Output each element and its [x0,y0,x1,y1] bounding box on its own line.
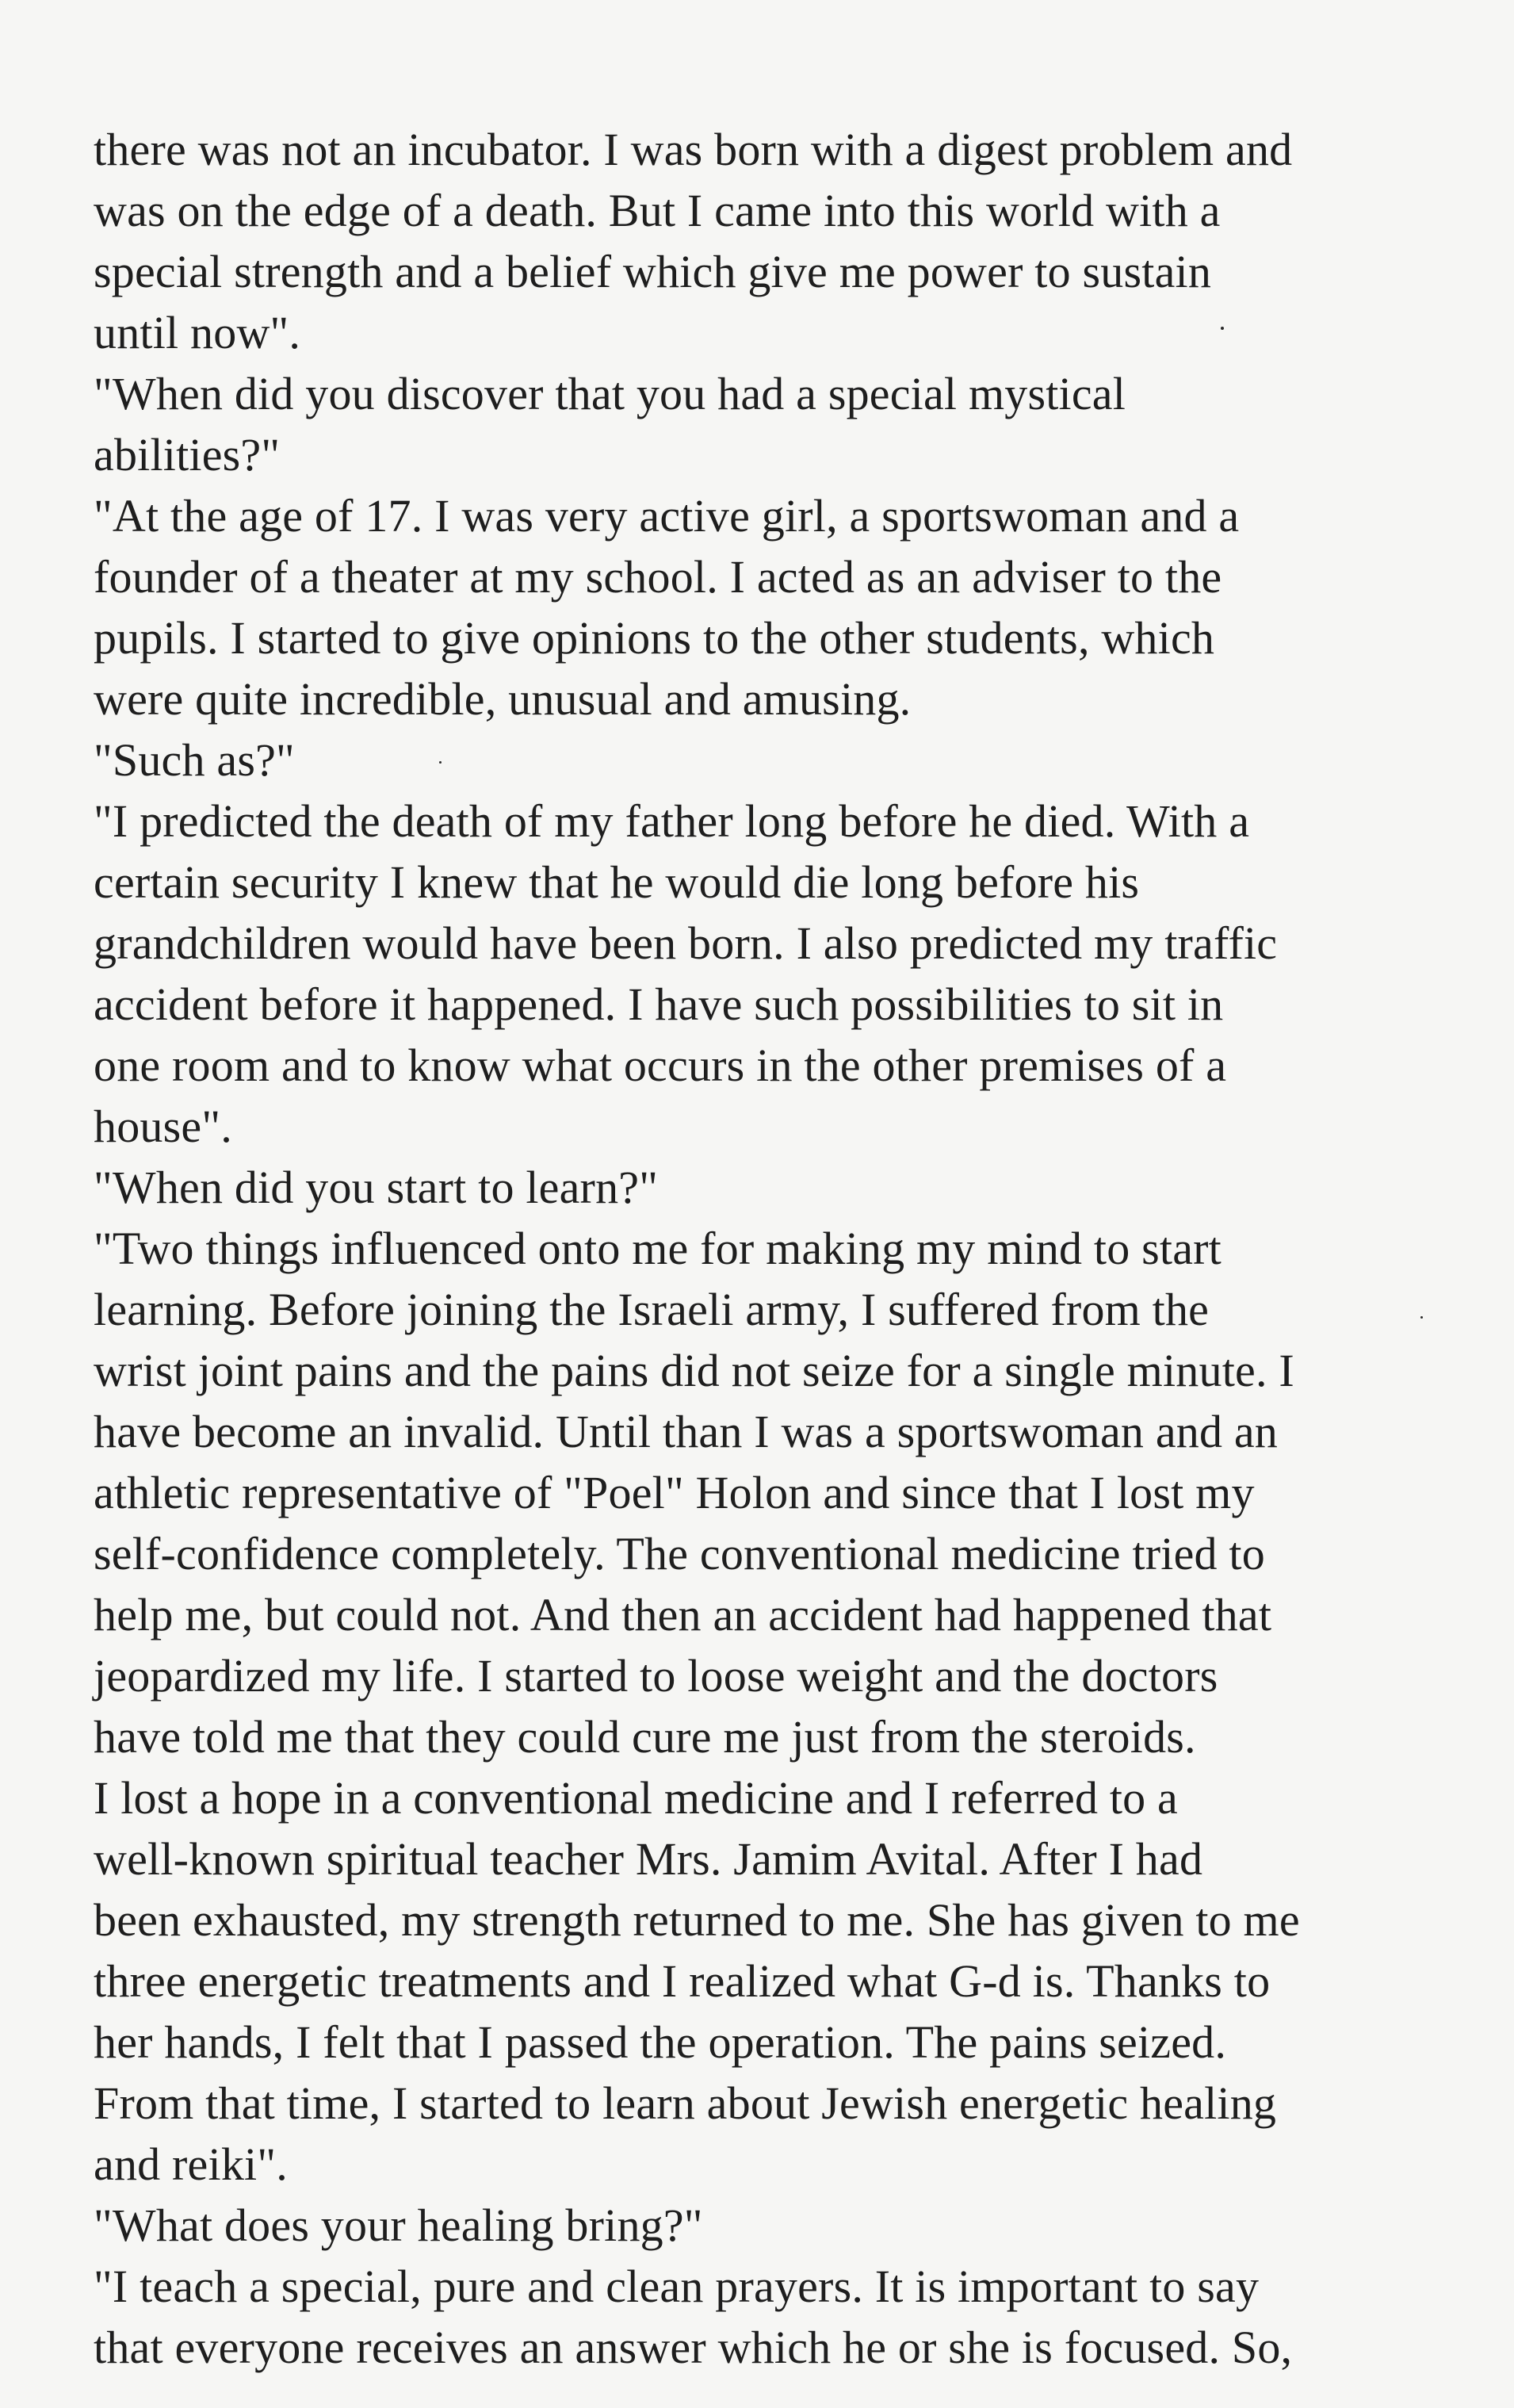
scan-speck [439,761,442,764]
text-line: house". [94,1101,232,1152]
scan-speck [1221,327,1224,330]
text-line: abilities?" [94,429,281,480]
text-line: "I teach a special, pure and clean prayers. It is important to say [94,2261,1260,2312]
text-line: one room and to know what occurs in the other premises of a [94,1039,1227,1091]
text-line: special strength and a belief which give me power to sustain [94,246,1212,297]
text-line: help me, but could not. And then an accident had happened that [94,1589,1272,1640]
scan-speck [1420,1316,1423,1319]
text-line: learning. Before joining the Israeli army, I suffered from the [94,1284,1210,1335]
text-line: wrist joint pains and the pains did not seize for a single minute. I [94,1345,1294,1396]
text-line: "At the age of 17. I was very active girl, a sportswoman and a [94,490,1240,542]
text-line: "When did you discover that you had a special mystical [94,368,1126,419]
text-line: jeopardized my life. I started to loose weight and the doctors [94,1650,1218,1702]
text-line: have told me that they could cure me just from the steroids. [94,1711,1196,1763]
text-line: athletic representative of "Poel" Holon and since that I lost my [94,1467,1255,1518]
text-line: From that time, I started to learn about Jewish energetic healing [94,2077,1277,2129]
text-line: that everyone receives an answer which he or she is focused. So, [94,2322,1293,2373]
text-line: accident before it happened. I have such possibilities to sit in [94,978,1224,1030]
text-line: pupils. I started to give opinions to the other students, which [94,612,1215,664]
text-line: "Such as?" [94,734,295,786]
text-line: there was not an incubator. I was born with a digest problem and [94,124,1293,175]
text-line: "When did you start to learn?" [94,1162,659,1213]
text-line: been exhausted, my strength returned to me. She has given to me [94,1894,1300,1946]
text-line: her hands, I felt that I passed the operation. The pains seized. [94,2016,1227,2068]
text-line: "I predicted the death of my father long before he died. With a [94,795,1250,847]
text-line: self-confidence completely. The conventional medicine tried to [94,1528,1265,1579]
text-line: were quite incredible, unusual and amusing. [94,673,912,725]
text-line: founder of a theater at my school. I acted as an adviser to the [94,551,1222,603]
text-line: well-known spiritual teacher Mrs. Jamim Avital. After I had [94,1833,1203,1885]
body-text [94,119,1457,2378]
text-line: was on the edge of a death. But I came into this world with a [94,185,1221,236]
text-line: certain security I knew that he would die long before his [94,856,1140,908]
text-line: "What does your healing bring?" [94,2199,703,2251]
text-line: and reiki". [94,2138,288,2190]
text-line: three energetic treatments and I realized what G-d is. Thanks to [94,1955,1271,2007]
text-line: "Two things influenced onto me for making my mind to start [94,1223,1222,1274]
text-line: I lost a hope in a conventional medicine and I referred to a [94,1772,1179,1824]
text-line: grandchildren would have been born. I also predicted my traffic [94,917,1278,969]
text-line: have become an invalid. Until than I was a sportswoman and an [94,1406,1279,1457]
text-line: until now". [94,307,301,358]
